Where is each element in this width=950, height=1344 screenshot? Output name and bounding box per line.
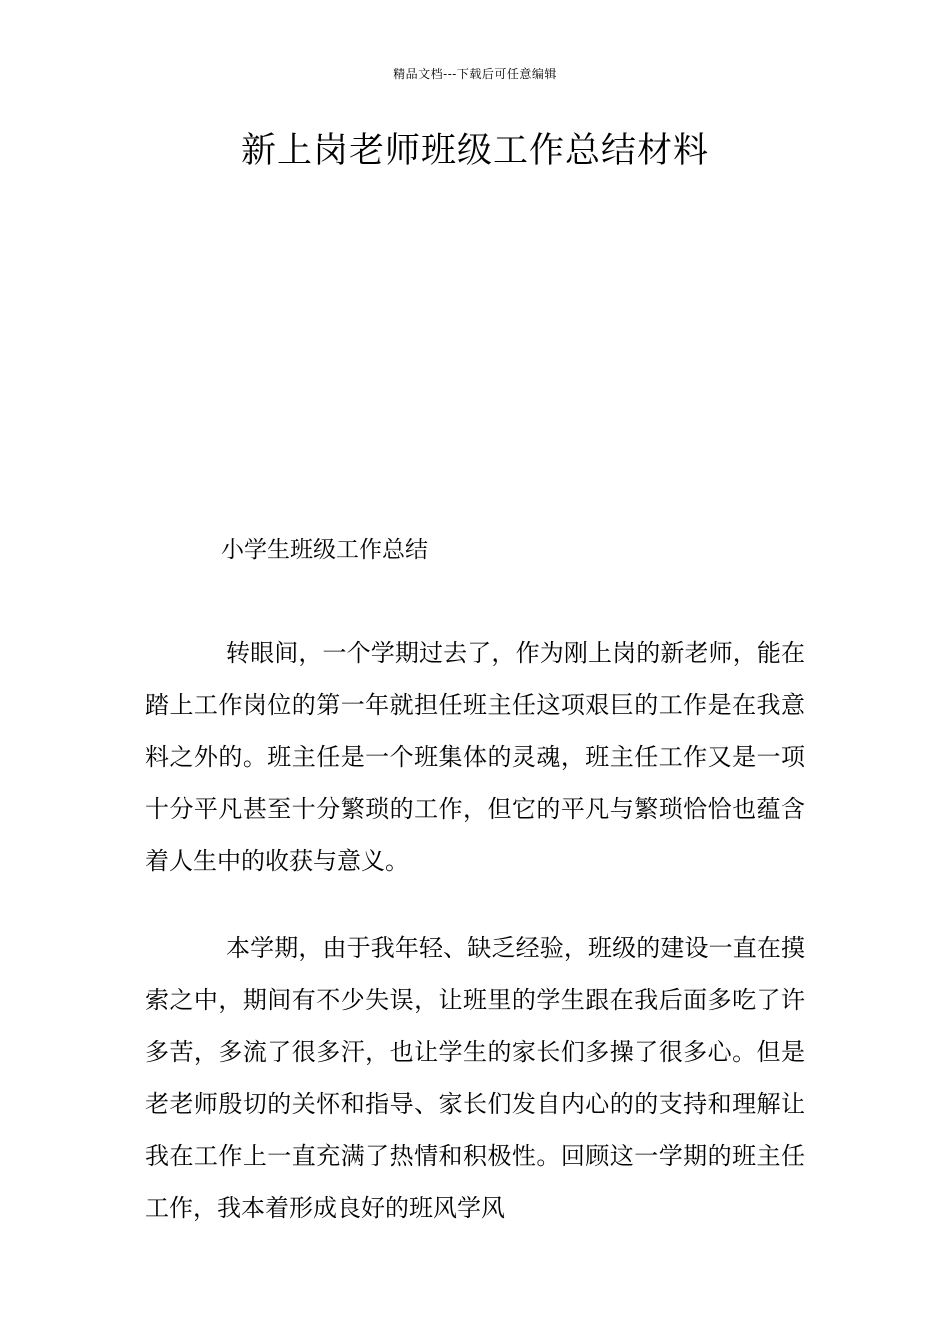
document-title: 新上岗老师班级工作总结材料 [240,131,709,171]
document-subtitle: 小学生班级工作总结 [221,537,428,563]
page-header: 精品文档---下载后可任意编辑 [393,67,557,81]
body-paragraph-1: 转眼间，一个学期过去了，作为刚上岗的新老师，能在踏上工作岗位的第一年就担任班主任这项艰巨的工作是在我意料之外的。班主任是一个班集体的灵魂，班主任工作又是一项十分平凡甚至十分繁琐的工作，但它的平凡与繁琐恰恰也蕴含着人生中的收获与意义。 [145,639,805,875]
body-paragraph-2: 本学期，由于我年轻、缺乏经验，班级的建设一直在摸索之中，期间有不少失误，让班里的学生跟在我后面多吃了许多苦，多流了很多汗，也让学生的家长们多操了很多心。但是老老师殷切的关怀和指导、家长们发自内心的的支持和理解让我在工作上一直充满了热情和积极性。回顾这一学期的班主任工作，我本着形成良好的班风学风 [145,934,805,1222]
